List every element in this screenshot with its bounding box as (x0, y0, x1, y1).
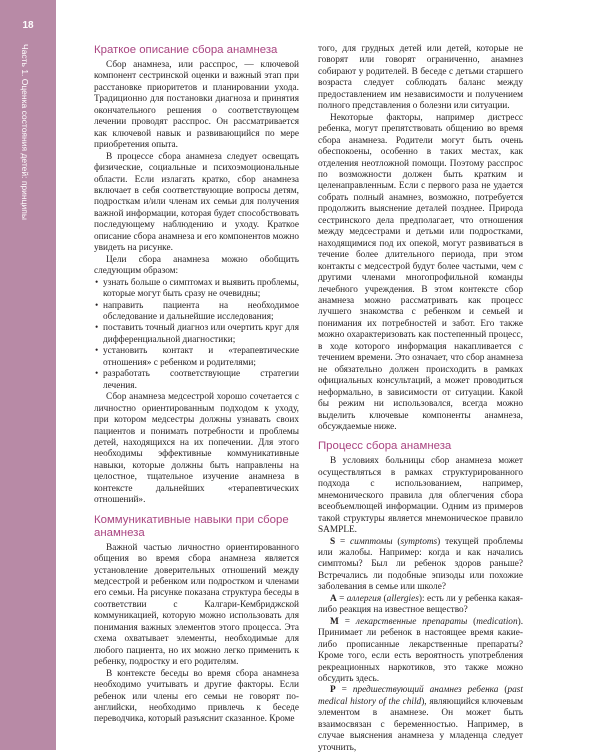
list-item: • направить пациента на необходимое обследование и дальнейшие исследования; (94, 301, 299, 324)
section-heading-overview: Краткое описание сбора анамнеза (94, 44, 278, 56)
paragraph: В процессе сбора анамнеза следует освещать физические, социальные и психоэмоциональные области. Если излагать кратко, сбор анамнеза включает в себя соответствующие вопросы детям, подросткам и/или членам их семьи для получения важной информации, которая будет способствовать последующему наблюдению и уходу. Краткое описание сбора анамнеза и его компонентов можно увидеть на рисунке. (94, 151, 299, 254)
paragraph: Важной частью личностно ориентированного общения во время сбора анамнеза является установление доверительных отношений между медсестрой и ребенком или подростком и членами его семьи. На рисунке показана структура беседы в соответствии с Калгари-Кембриджской коммуникацией, которую можно использовать для понимания важных элементов этого процесса. Эта схема охватывает элементы, необходимые для любого пациента, но их можно легко применить к ребенку, подростку и его родителям. (94, 542, 299, 668)
paragraph: Сбор анамнеза, или расспрос, — ключевой компонент сестринской оценки и важный этап при расстановке приоритетов и планировании ухода. Традиционно для постановки диагноза и принятия окончательного решения о соответствующем лечении проводят расспрос. Он рассматривается как ключевой навык и развивающийся по мере приобретения опыта. (94, 60, 299, 151)
section-heading-communication: Коммуникативные навыки при сборе анамнеза (94, 513, 289, 539)
right-column (318, 44, 523, 754)
paragraph: Некоторые факторы, например дистресс ребенка, могут препятствовать общению во время сбора анамнеза. Родители могут быть очень обеспокоены, особенно в таких местах, как отделения неотложной помощи. Поэтому расспрос по возможности должен быть кратким и целенаправленным. Если с первого раза не удается собрать полный анамнез, возможно, потребуется продолжить выяснение деталей позднее. Природа сестринского дела предполагает, что отношения между медсестрами и детьми или подростками, находящимися под их опекой, могут развиваться в течение более длительного периода, при этом контакты с медсестрой будут более частыми, чем с другими членами многопрофильной команды лечебного учреждения. В этом контексте сбор анамнеза можно рассматривать как процесс лучшего знакомства с ребенком и семьей и понимания их потребностей и забот. Его также можно охарактеризовать как постепенный процесс, в ходе которого информация накапливается с течением времени. Это означает, что сбор анамнеза не обязательно должен происходить в рамках официальных консультаций, а может проводиться неформально, в зависимости от ситуации. Какой бы режим ни использовался, всегда можно выделить ключевые компоненты анамнеза, обсуждаемые ниже. (318, 112, 523, 432)
page-number: 18 (22, 20, 34, 31)
paragraph: Цели сбора анамнеза можно обобщить следующим образом: (94, 254, 299, 277)
list-item: • разработать соответствующие стратегии лечения. (94, 369, 299, 392)
paragraph: В условиях больницы сбор анамнеза может осуществляться в рамках структурированного подхода с использованием, например, мнемонического правила для облегчения сбора всеобъемлющей информации. Одним из примеров такой структуры является мнемоническое правило SAMPLE. (318, 456, 523, 536)
running-title: Часть 1. Оценка состояния детей: принципы (20, 44, 30, 220)
paragraph: того, для грудных детей или детей, которые не говорят или говорят ограниченно, анамнез собирают у родителей. В беседе с детьми старшего возраста следует соблюдать баланс между предоставлением им независимости и получением полного представления о болезни или ситуации. (318, 44, 523, 112)
paragraph: Сбор анамнеза медсестрой хорошо сочетается с личностно ориентированным подходом к уходу, при котором медсестры должны узнавать своих пациентов и понимать потребности и проблемы детей, находящихся на их попечении. Для этого необходимы эффективные коммуникативные навыки, которые должны быть направлены на целостное, тщательное изучение анамнеза в контексте дальнейших «терапевтических отношений». (94, 392, 299, 506)
sample-item-s: S = симптомы (symptoms) текущей проблемы или жалобы. Например: когда и как начались симптомы? Был ли ребенок здоров раньше? Встречались ли подобные эпизоды или похожие заболевания в семье или школе? (318, 536, 523, 593)
list-item: • поставить точный диагноз или очертить круг для дифференциальной диагностики; (94, 323, 299, 346)
section-heading-process: Процесс сбора анамнеза (318, 440, 452, 453)
paragraph: В контексте беседы во время сбора анамнеза необходимо учитывать и другие факторы. Если ребенок или члены его семьи не говорят по-английски, необходимо привлечь к беседе переводчика, который разъяснит сказанное. Кроме (94, 668, 299, 725)
sample-item-a: A = аллергия (allergies): есть ли у ребенка какая-либо реакция на известное вещество? (318, 593, 523, 616)
sample-item-m: M = лекарственные препараты (medication). Принимает ли ребенок в настоящее время какие-либо прописанные лекарственные препараты? Кроме того, если есть вероятность употребления рекреационных наркотиков, это также можно обсудить здесь. (318, 616, 524, 685)
list-item: • установить контакт и «терапевтические отношения» с ребенком и родителями; (94, 346, 299, 369)
list-item: • узнать больше о симптомах и выявить проблемы, которые могут быть сразу не очевидны; (94, 278, 299, 301)
goals-list (94, 278, 299, 393)
left-column (94, 44, 299, 726)
sample-item-p: P = предшествующий анамнез ребенка (past medical history of the child), являющийся ключевым элементом в анамнезе. Он может быть взаимосвязан с беременностью. Например, в случае выяснения анамнеза у младенца следует уточнить, (318, 685, 524, 753)
